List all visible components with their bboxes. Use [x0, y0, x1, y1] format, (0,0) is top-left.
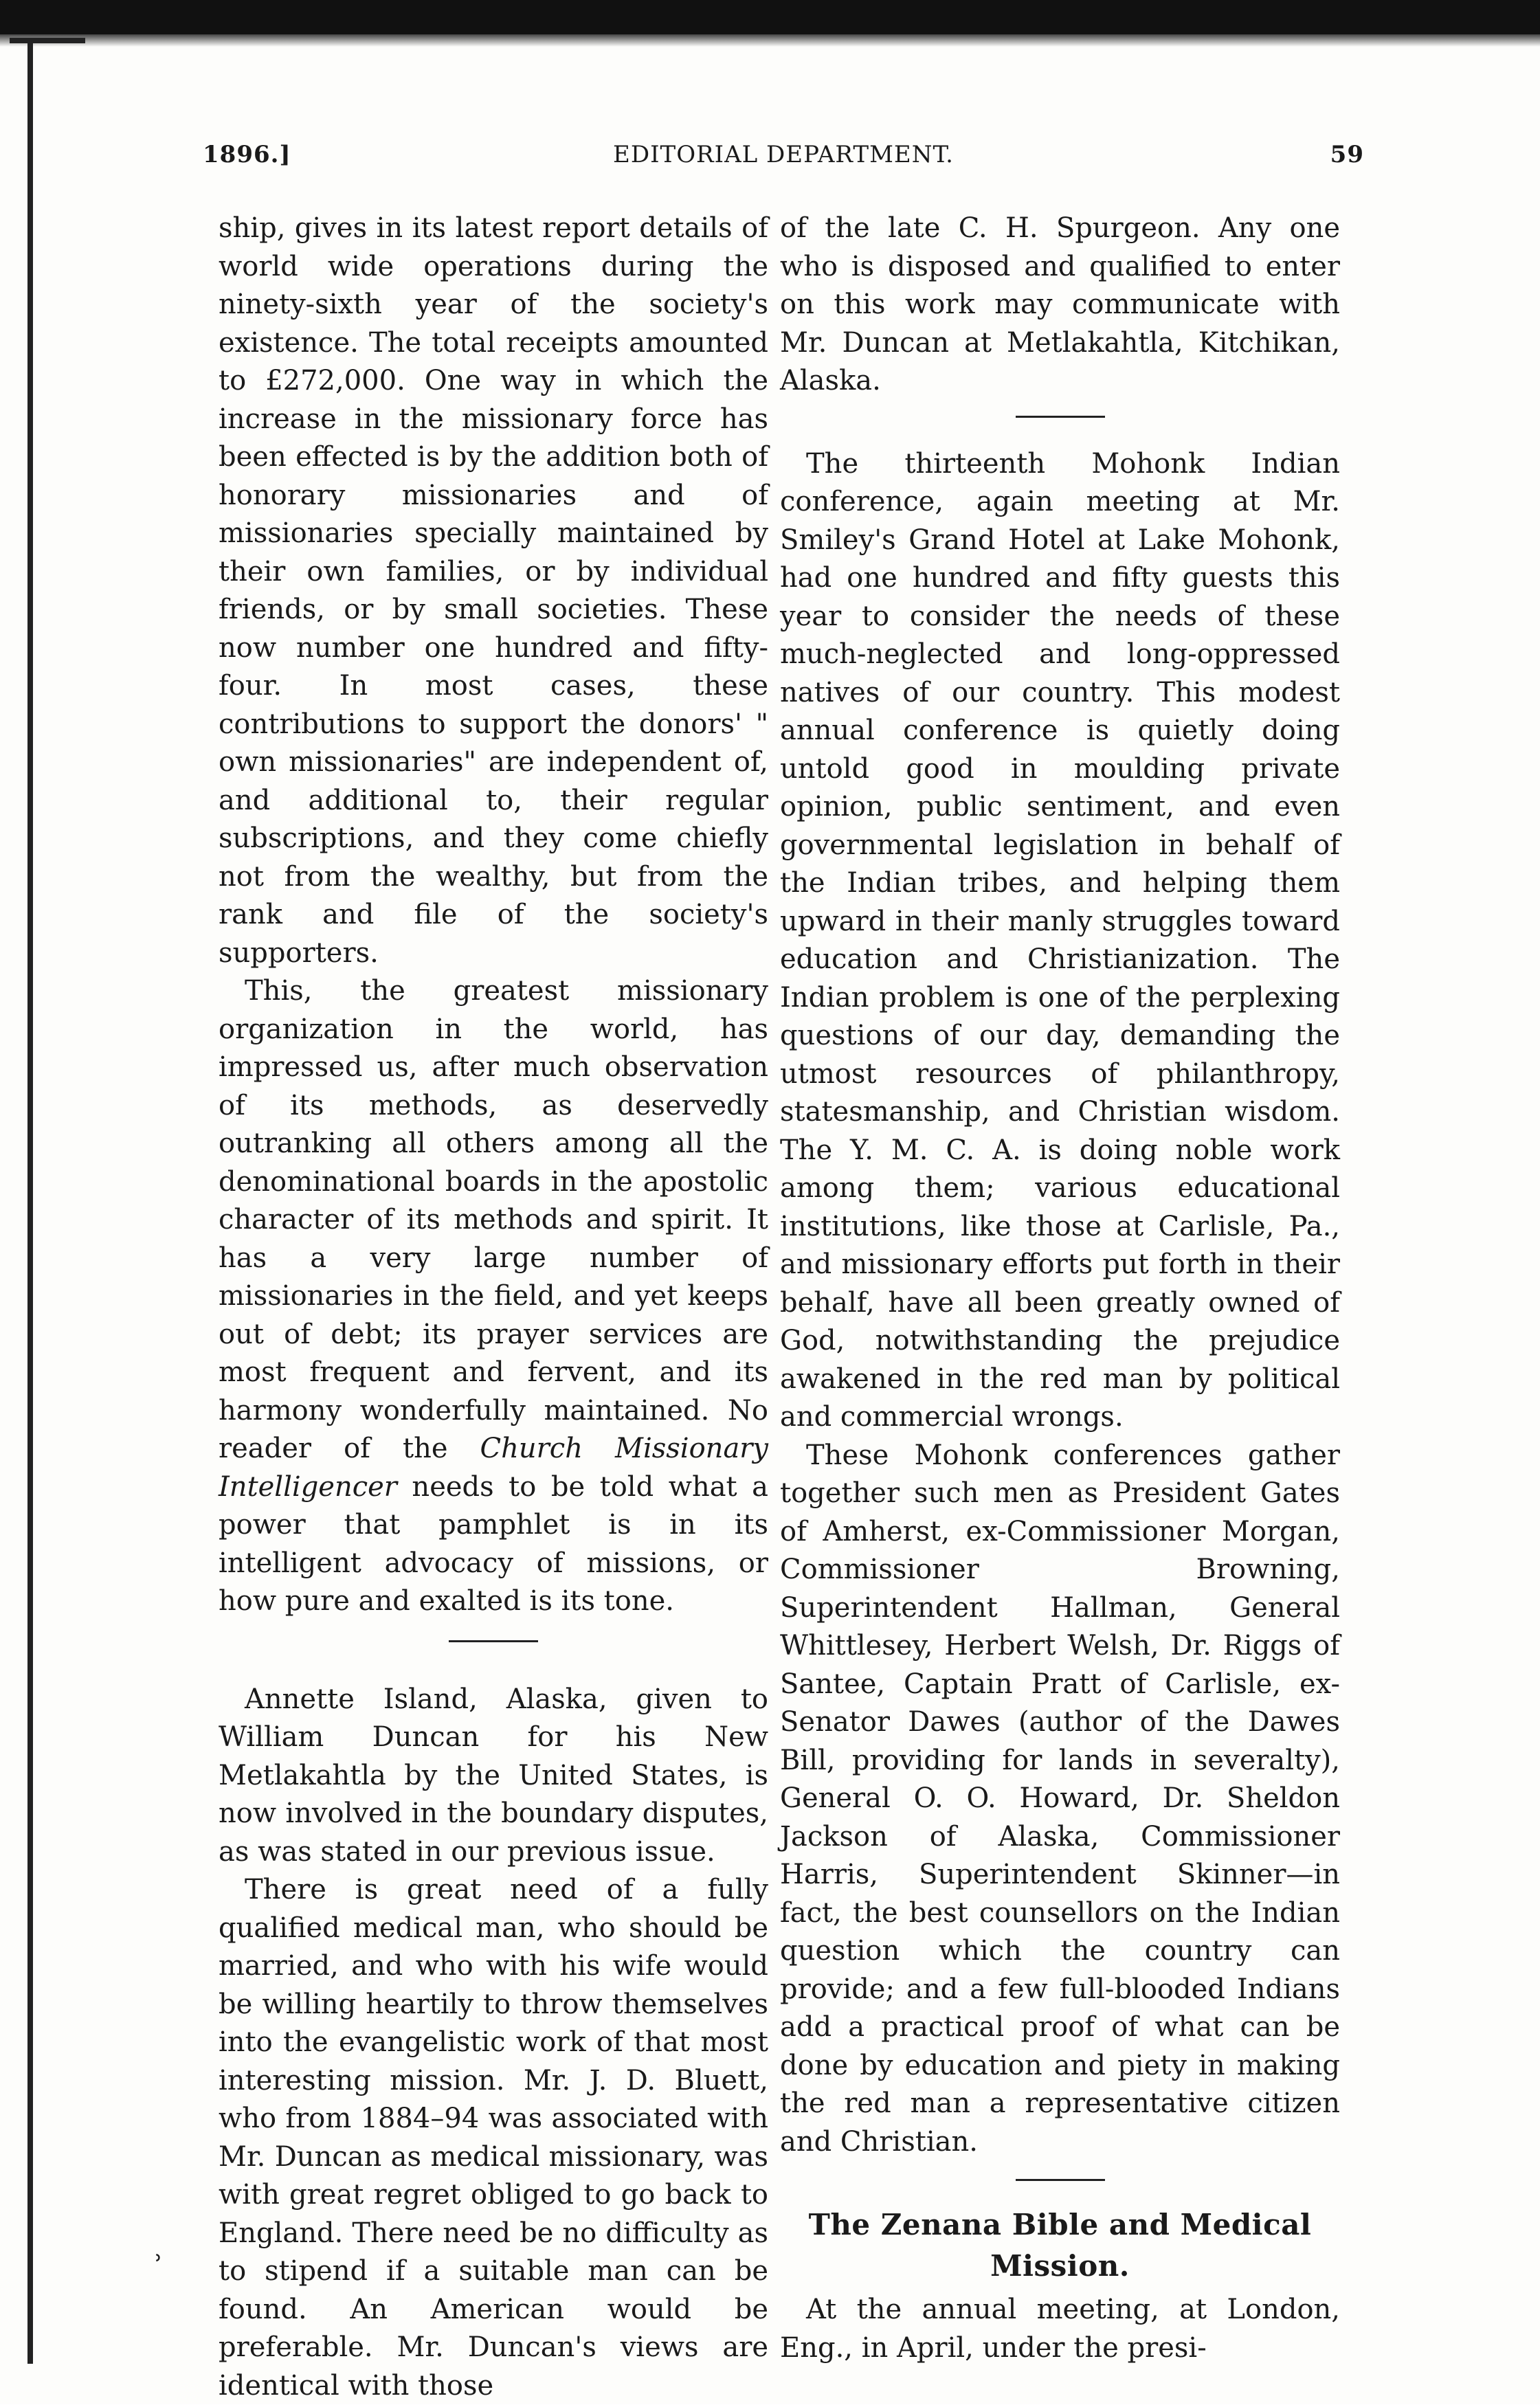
paragraph-zenana-mission: At the annual meeting, at London, Eng., in April, under the presi- — [780, 2294, 1340, 2364]
paragraph-spurgeon: of the late C. H. Spurgeon. Any one who is disposed and qualified to enter on this work may communicate with Mr. Duncan at Metlakahtla, Kitchikan, Alaska. — [780, 212, 1340, 396]
paragraph-medical-need: There is great need of a fully qualified medical man, who should be married, and who with his wife would be willing heartily to throw themselves into the evangelistic work of that most interesting mission. Mr. J. D. Bluett, who from 1884–94 was associated with Mr. Duncan as medical missionary, was with great regret obliged to go back to England. There need be no difficulty as to stipend if a suitable man can be found. An American would be preferable. Mr. Duncan's views are identical with those — [219, 1874, 768, 2402]
scan-corner-mark — [10, 38, 85, 43]
scan-top-shadow — [0, 34, 1540, 47]
section-divider — [1016, 416, 1105, 418]
margin-mark: ˒ — [155, 2244, 164, 2275]
section-divider — [1016, 2179, 1105, 2181]
paragraph-text: needs to be told what a power that pamphlet is in its intelligent advocacy of missions, or how pure and exalted is its tone. — [219, 1470, 768, 1617]
paragraph-greatest-organization — [219, 972, 768, 1621]
paragraph-text: This, the greatest missionary organization in the world, has impressed us, after much observation of its methods, as deservedly outranking all others among all the denominational boards in the apostolic character of its methods and spirit. It has a very large number of missionaries in the field, and yet keeps out of debt; its prayer services are most frequent and fervent, and its harmony wonderfully maintained. No reader of the — [219, 975, 768, 1464]
header-year: 1896.] — [203, 141, 291, 168]
paragraph-mohonk-attendees: These Mohonk conferences gather together such men as President Gates of Amherst, ex-Commissioner Morgan, Commissioner Browning, Superintendent Hallman, General Whittlesey, Herbert Welsh, Dr. Riggs of Santee, Captain Pratt of Carlisle, ex-Senator Dawes (author of the Dawes Bill, providing for lands in severalty), General O. O. Howard, Dr. Sheldon Jackson of Alaska, Commissioner Harris, Superintendent Skinner—in fact, the best counsellors on the Indian question which the country can provide; and a few full-blooded Indians add a practical proof of what can be done by education and piety in making the red man a representative citizen and Christian. — [780, 1439, 1340, 2158]
scan-left-border — [27, 41, 33, 2364]
publication-title: Church Missionary Intelligencer — [219, 1433, 769, 1503]
right-column — [780, 210, 1340, 2367]
section-divider — [449, 1640, 538, 1642]
header-page-number: 59 — [1330, 141, 1364, 168]
paragraph-society-report: ship, gives in its latest report details of world wide operations during the ninety-sixth year of the society's existence. The total receipts amounted to £272,000. One way in which the increase in the missionary force has been effected is by the addition both of honorary missionaries and of missionaries specially maintained by their own families, or by individual friends, or by small societies. These now number one hundred and fifty-four. In most cases, these contributions to support the donors' " own missionaries" are independent of, and additional to, their regular subscriptions, and they come chiefly not from the wealthy, but from the rank and file of the society's supporters. — [219, 212, 768, 969]
header-section-title: EDITORIAL DEPARTMENT. — [613, 141, 954, 168]
article-headline: The Zenana Bible and Medical Mission. — [808, 2208, 1312, 2283]
paragraph-mohonk-conference: The thirteenth Mohonk Indian conference, again meeting at Mr. Smiley's Grand Hotel at Lake Mohonk, had one hundred and fifty guests this year to consider the needs of these much-neglected and long-oppressed natives of our country. This modest annual conference is quietly doing untold good in moulding private opinion, public sentiment, and even governmental legislation in behalf of the Indian tribes, and helping them upward in their manly struggles toward education and Christianization. The Indian problem is one of the perplexing questions of our day, demanding the utmost resources of philanthropy, statesmanship, and Christian wisdom. The Y. M. C. A. is doing noble work among them; various educational institutions, like those at Carlisle, Pa., and missionary efforts put forth in their behalf, have all been greatly owned of God, notwithstanding the prejudice awakened in the red man by political and commercial wrongs. — [780, 447, 1340, 1433]
scan-top-border — [0, 0, 1540, 34]
paragraph-annette-island: Annette Island, Alaska, given to William Duncan for his New Metlakahtla by the United States, is now involved in the boundary disputes, as was stated in our previous issue. — [219, 1683, 768, 1868]
left-column — [219, 210, 768, 2405]
running-header — [203, 141, 1364, 182]
